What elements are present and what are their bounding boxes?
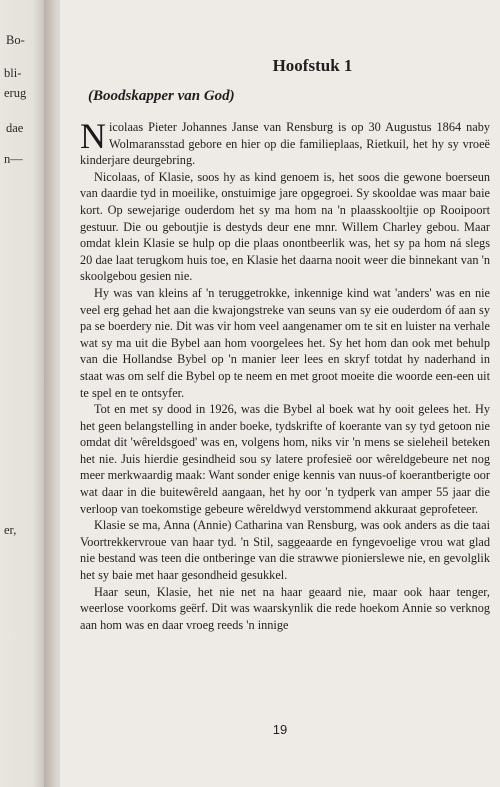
page-number: 19 [272, 722, 288, 737]
drop-cap: N [80, 116, 106, 156]
left-page-fragment: erug [4, 86, 27, 100]
chapter-title: Hoofstuk 1 [272, 56, 353, 75]
paragraph-2: Nicolaas, of Klasie, soos hy as kind genoem is, het soos die gewone boerseun van daardie tyd in moeilike, onstuimige jare opgegroei. Sy skooldae was maar baie kort. Op sewejarige ouderdom het sy ma hom na 'n plaasskooltjie op Rooipoort gestuur. Die ou geboutjie is destyds deur ene mnr. Willem Charley gebou. Maar omdat klein Klasie se hulp op die plaas onontbeerlik was, het sy pa hom ná slegs 20 dae laat terugkom huis toe, en Klasie het daarna nooit weer die binnekant van 'n skoolgebou gesien nie. [80, 169, 490, 284]
left-page-fragment: er, [4, 523, 17, 537]
paragraph-6: Haar seun, Klasie, het nie net na haar geaard nie, maar ook haar tenger, weerlose voorkoms geërf. Dit was waarskynlik die rede hoekom Annie so verknog aan hom was en daar vroeg reeds 'n innige [80, 584, 490, 632]
paragraph-text: icolaas Pieter Johannes Janse van Rensburg is op 30 Augustus 1864 naby Wolmaransstad gebore en hier op die familieplaas, Rietkuil, het hy sy vroeë kinderjare deurgebring. [80, 120, 490, 168]
paragraph-5: Klasie se ma, Anna (Annie) Catharina van Rensburg, was ook anders as die taai Voortrekkervroue van haar tyd. 'n Stil, saggeaarde en fyngevoelige vrou wat glad nie bestand was teen die ontberinge van die strawwe pionierslewe nie, en gevolglik het sy baie met haar gesondheid gesukkel. [80, 518, 490, 583]
left-page-fragment: n— [4, 152, 23, 166]
paragraph-4: Tot en met sy dood in 1926, was die Bybel al boek wat hy ooit gelees het. Hy het geen belangstelling in ander boeke, tydskrifte of koerante van sy tyd getoon nie omdat dit 'wêreldsgoed' was en, volgens hom, niks vir 'n mens se sieleheil beteken het nie. Juis hierdie gesindheid sou sy latere profesieë oor wêreldgebeure net nog meer merkwaardig maak: Want sonder enige kennis van nuus-of koerantberigte oor wat daar in die buitewêreld aangaan, het hy oor 'n tydperk van amper 55 jaar die verloop van toekomstige gebeure wêreldwyd verstommend akkuraat geprofeteer. [80, 402, 490, 516]
right-page [60, 0, 500, 787]
left-page-fragment: dae [6, 121, 24, 135]
left-page-edge [0, 0, 44, 787]
chapter-subtitle: (Boodskapper van God) [88, 88, 235, 104]
left-page-fragment: Bo- [6, 33, 25, 47]
paragraph-1 [80, 116, 490, 169]
paragraph-3: Hy was van kleins af 'n teruggetrokke, inkennige kind wat 'anders' was en nie veel erg gehad het aan die kwajongstreke van seuns van sy eie ouderdom óf aan sy pa se boerdery nie. Dit was vir hom veel aangenamer om te sit en luister na verhale wat sy ma uit die Bybel aan hom voorgelees het. Sy het hom dan ook met behulp van die Hollandse Bybel op 'n manier leer lees en skryf totdat hy naderhand in staat was om self die Bybel op te neem en met groot moeite die woorde een-een uit te spel en te ontsyfer. [80, 285, 490, 400]
page-text [80, 56, 490, 633]
left-page-fragment: bli- [4, 66, 22, 80]
